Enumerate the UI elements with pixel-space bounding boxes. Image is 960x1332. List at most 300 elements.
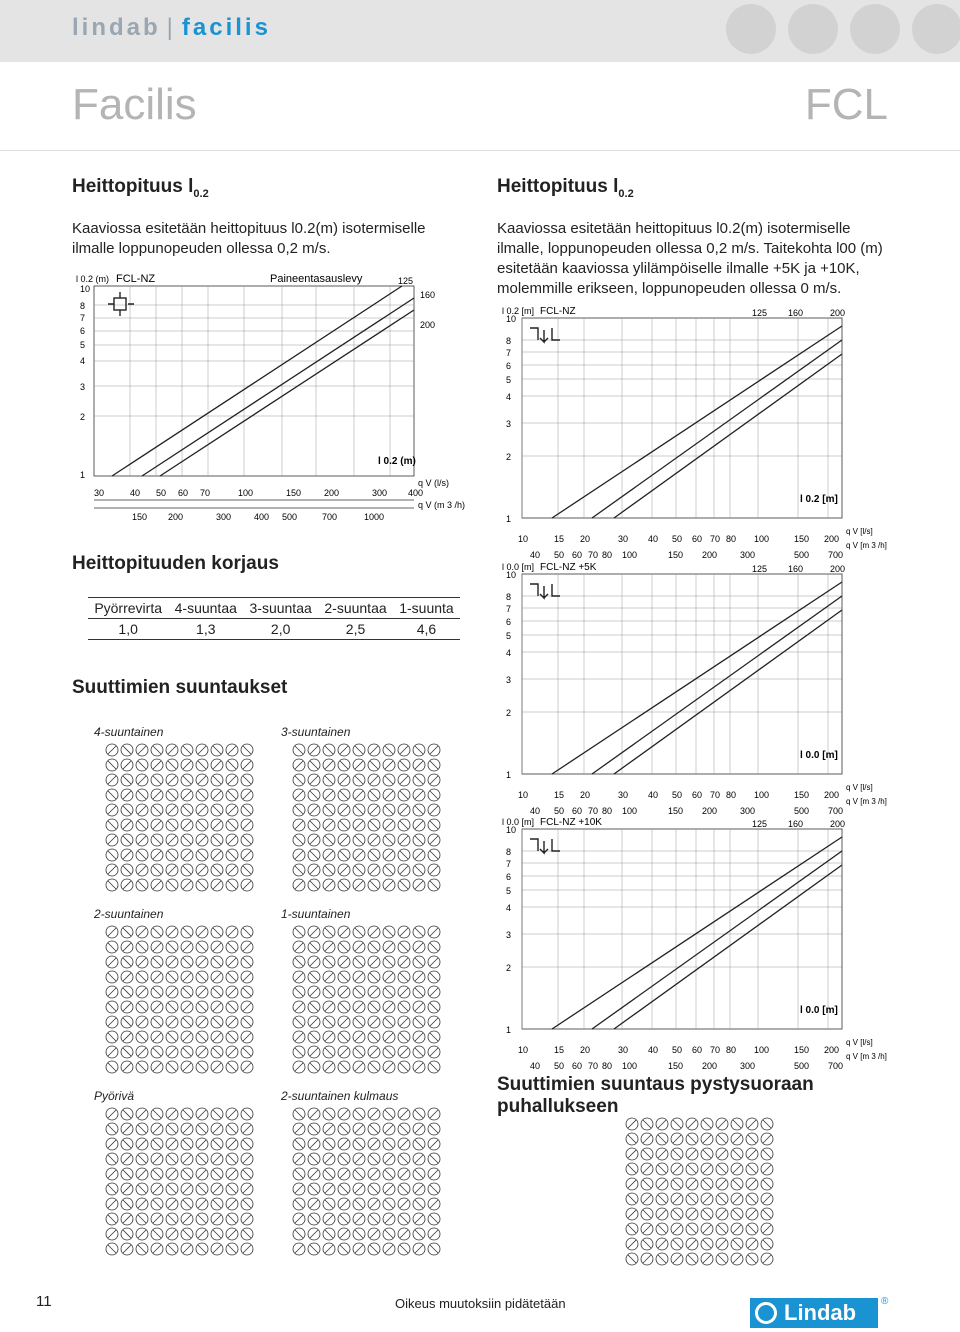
x-tick-label: 1000	[364, 512, 385, 522]
nozzle-icon	[731, 1223, 743, 1235]
nozzle-icon	[428, 1153, 440, 1165]
nozzle-icon	[383, 834, 395, 846]
x-axis-unit: q V [l/s]	[846, 783, 873, 792]
nozzle-icon	[746, 1178, 758, 1190]
nozzle-icon	[398, 1001, 410, 1013]
nozzle-icon	[383, 941, 395, 953]
nozzle-icon	[196, 926, 208, 938]
y-tick-label: 3	[506, 930, 512, 940]
series-line	[592, 340, 842, 518]
nozzle-icon	[211, 1153, 223, 1165]
nozzle-icon	[121, 1108, 133, 1120]
nozzle-icon	[196, 804, 208, 816]
nozzle-icon	[151, 774, 163, 786]
nozzle-icon	[413, 1213, 425, 1225]
nozzle-icon	[241, 1198, 253, 1210]
nozzle-icon	[338, 986, 350, 998]
nozzle-icon	[151, 744, 163, 756]
series-label: 160	[788, 308, 804, 318]
nozzle-icon	[308, 1108, 320, 1120]
nozzle-icon	[136, 1228, 148, 1240]
nozzle-icon	[196, 1183, 208, 1195]
series-label: 160	[788, 564, 804, 574]
nozzle-icon	[413, 804, 425, 816]
nozzle-icon	[211, 804, 223, 816]
nozzle-icon	[241, 1123, 253, 1135]
nozzle-icon	[136, 1061, 148, 1073]
nozzle-icon	[398, 1168, 410, 1180]
nozzle-icon	[106, 941, 118, 953]
y-axis-label: l 0.0 [m]	[502, 562, 535, 572]
nozzle-icon	[211, 1046, 223, 1058]
nozzle-icon	[428, 864, 440, 876]
nozzle-icon	[241, 1108, 253, 1120]
nozzle-icon	[151, 819, 163, 831]
nozzle-icon	[241, 1228, 253, 1240]
x-tick-label: 15	[554, 534, 565, 544]
nozzle-icon	[641, 1223, 653, 1235]
series-label: 200	[830, 564, 846, 574]
nozzle-icon	[136, 864, 148, 876]
nozzle-icon	[226, 1198, 238, 1210]
nozzle-icon	[211, 926, 223, 938]
nozzle-icon	[671, 1163, 683, 1175]
nozzle-icon	[293, 804, 305, 816]
nozzle-icon	[151, 1213, 163, 1225]
nozzle-icon	[671, 1238, 683, 1250]
left-throw-heading: Heittopituus $l_{0.2}$	[72, 176, 209, 200]
x-tick-label: 200	[824, 1045, 840, 1055]
nozzle-icon	[211, 759, 223, 771]
x-tick-label: 70	[588, 1061, 599, 1071]
nozzle-icon	[196, 864, 208, 876]
nozzle-icon	[413, 1108, 425, 1120]
nozzle-icon	[293, 834, 305, 846]
nozzle-icon	[428, 1138, 440, 1150]
nozzle-icon	[368, 834, 380, 846]
nozzle-icon	[136, 834, 148, 846]
nozzle-icon	[211, 1031, 223, 1043]
nozzle-icon	[368, 759, 380, 771]
nozzle-icon	[226, 744, 238, 756]
nozzle-icon	[226, 1213, 238, 1225]
nozzle-icon	[338, 849, 350, 861]
nozzle-icon	[656, 1208, 668, 1220]
nozzle-icon	[226, 926, 238, 938]
nozzle-icon	[308, 1001, 320, 1013]
series-label: 160	[420, 290, 436, 300]
nozzle-icon	[166, 849, 178, 861]
nozzle-icon	[308, 986, 320, 998]
nozzle-icon	[716, 1163, 728, 1175]
nozzle-icon	[383, 1153, 395, 1165]
series-label: 125	[752, 308, 768, 318]
nozzle-icon	[338, 956, 350, 968]
nozzle-icon	[106, 744, 118, 756]
nozzle-icon	[428, 1108, 440, 1120]
nozzle-icon	[226, 804, 238, 816]
nozzle-icon	[226, 986, 238, 998]
nozzle-icon	[121, 1228, 133, 1240]
nozzle-icon	[428, 1016, 440, 1028]
table-header: 1-suunta	[393, 598, 460, 619]
nozzle-icon	[413, 926, 425, 938]
model-label: FCL-NZ	[116, 273, 156, 285]
nozzle-icon	[121, 986, 133, 998]
series-label: 200	[420, 320, 436, 330]
nozzle-icon	[106, 804, 118, 816]
nozzle-icon	[308, 759, 320, 771]
nozzle-icon	[308, 1213, 320, 1225]
header-circle-icon	[788, 4, 838, 54]
nozzle-icon	[716, 1208, 728, 1220]
nozzle-icon	[151, 849, 163, 861]
nozzle-icon	[323, 789, 335, 801]
nozzle-icon	[196, 1243, 208, 1255]
nozzle-icon	[338, 1031, 350, 1043]
nozzle-icon	[413, 834, 425, 846]
x-tick-label: 60	[572, 1061, 583, 1071]
nozzle-icon	[241, 1061, 253, 1073]
nozzle-icon	[413, 1153, 425, 1165]
x-axis-unit: q V [l/s]	[846, 1038, 873, 1047]
lindab-logo: Lindab	[750, 1298, 878, 1328]
nozzle-icon	[166, 1153, 178, 1165]
nozzle-icon	[106, 1016, 118, 1028]
nozzle-icon	[166, 1243, 178, 1255]
nozzle-icon	[136, 1243, 148, 1255]
x-tick-label: 80	[602, 1061, 613, 1071]
nozzle-icon	[106, 1001, 118, 1013]
nozzle-icon	[353, 774, 365, 786]
nozzle-icon	[308, 941, 320, 953]
nozzle-icon	[241, 864, 253, 876]
x-tick-label: 100	[238, 488, 254, 498]
nozzle-icon	[293, 1046, 305, 1058]
nozzle-icon	[368, 956, 380, 968]
y-tick-label: 1	[506, 770, 512, 780]
nozzle-icon	[106, 834, 118, 846]
nozzle-icon	[106, 1183, 118, 1195]
nozzle-icon	[211, 1108, 223, 1120]
nozzle-icon	[151, 956, 163, 968]
pattern-label: 4-suuntainen	[94, 725, 164, 739]
y-tick-label: 7	[506, 604, 512, 614]
nozzle-icon	[226, 1183, 238, 1195]
nozzle-icon	[413, 1046, 425, 1058]
nozzle-icon	[413, 849, 425, 861]
nozzle-icon	[398, 864, 410, 876]
x-tick-label: 15	[554, 1045, 565, 1055]
nozzle-icon	[151, 1243, 163, 1255]
x-tick-label: 20	[580, 1045, 591, 1055]
nozzle-icon	[656, 1118, 668, 1130]
nozzle-icon	[731, 1118, 743, 1130]
nozzle-icon	[136, 1138, 148, 1150]
nozzle-icon	[413, 879, 425, 891]
nozzle-icon	[241, 849, 253, 861]
pattern-label: 2-suuntainen	[94, 907, 164, 921]
nozzle-icon	[136, 819, 148, 831]
x-tick-label: 40	[530, 1061, 541, 1071]
nozzle-icon	[211, 774, 223, 786]
nozzle-icon	[211, 1213, 223, 1225]
x-tick-label: 70	[588, 550, 599, 560]
nozzle-icon	[196, 759, 208, 771]
nozzle-icon	[308, 1153, 320, 1165]
x-tick-label: 60	[178, 488, 189, 498]
nozzle-icon	[166, 1031, 178, 1043]
corner-label: l 0.2 [m]	[800, 494, 838, 505]
nozzle-icon	[686, 1223, 698, 1235]
nozzle-icon	[136, 1153, 148, 1165]
throw-chart-isothermal	[500, 302, 890, 562]
nozzle-icon	[338, 834, 350, 846]
x-tick-label: 60	[572, 550, 583, 560]
corner-label: l 0.2 (m)	[378, 456, 416, 467]
x-tick-label: 50	[554, 806, 565, 816]
nozzle-icon	[323, 879, 335, 891]
series-label: 125	[398, 276, 414, 286]
nozzle-icon	[323, 864, 335, 876]
y-tick-label: 4	[506, 648, 512, 658]
x-tick-label: 150	[794, 534, 810, 544]
x-tick-label: 200	[702, 806, 718, 816]
nozzle-icon	[338, 759, 350, 771]
nozzle-icon	[656, 1193, 668, 1205]
nozzle-icon	[151, 1168, 163, 1180]
nozzle-icon	[383, 1031, 395, 1043]
nozzle-icon	[428, 789, 440, 801]
pattern-label: 2-suuntainen kulmaus	[281, 1089, 399, 1103]
x-tick-label: 80	[726, 534, 737, 544]
x-tick-label: 400	[254, 512, 270, 522]
nozzle-icon	[166, 926, 178, 938]
nozzle-icon	[121, 1213, 133, 1225]
nozzle-icon	[428, 849, 440, 861]
nozzle-icon	[166, 744, 178, 756]
x-axis-unit: q V [m 3 /h]	[846, 541, 887, 550]
nozzle-icon	[226, 864, 238, 876]
x-tick-label: 200	[824, 534, 840, 544]
nozzle-icon	[196, 789, 208, 801]
nozzle-icon	[293, 879, 305, 891]
nozzle-icon	[641, 1148, 653, 1160]
model-label: FCL-NZ +5K	[540, 562, 597, 573]
nozzle-icon	[398, 1153, 410, 1165]
nozzle-icon	[308, 804, 320, 816]
nozzle-icon	[656, 1223, 668, 1235]
y-tick-label: 2	[506, 708, 512, 718]
nozzle-icon	[181, 849, 193, 861]
x-tick-label: 100	[622, 806, 638, 816]
x-tick-label: 30	[94, 488, 105, 498]
x-tick-label: 200	[824, 790, 840, 800]
nozzle-icon	[121, 956, 133, 968]
nozzle-icon	[136, 926, 148, 938]
nozzle-icon	[398, 744, 410, 756]
nozzle-icon	[353, 1198, 365, 1210]
nozzle-icon	[293, 1001, 305, 1013]
left-chart-x-axes	[72, 478, 472, 538]
x-tick-label: 300	[372, 488, 388, 498]
x-tick-label: 50	[554, 1061, 565, 1071]
nozzle-icon	[106, 864, 118, 876]
nozzle-icon	[398, 926, 410, 938]
nozzle-icon	[166, 1001, 178, 1013]
nozzle-icon	[428, 1046, 440, 1058]
nozzle-icon	[241, 744, 253, 756]
nozzle-icon	[166, 941, 178, 953]
nozzle-icon	[701, 1148, 713, 1160]
nozzle-icon	[398, 1183, 410, 1195]
nozzle-icon	[166, 759, 178, 771]
pattern-label: Pyörivä	[94, 1089, 135, 1103]
nozzle-grid	[292, 743, 442, 893]
x-tick-label: 400	[408, 488, 424, 498]
nozzle-icon	[383, 759, 395, 771]
nozzle-icon	[641, 1178, 653, 1190]
nozzle-icon	[293, 849, 305, 861]
throw-chart-plus10k	[500, 813, 890, 1073]
nozzle-icon	[338, 879, 350, 891]
header-circle-icon	[726, 4, 776, 54]
nozzle-icon	[106, 1108, 118, 1120]
nozzle-icon	[211, 1016, 223, 1028]
nozzle-icon	[121, 759, 133, 771]
nozzle-icon	[686, 1253, 698, 1265]
nozzle-icon	[196, 956, 208, 968]
nozzle-icon	[368, 1061, 380, 1073]
nozzle-icon	[308, 971, 320, 983]
nozzle-icon	[338, 1198, 350, 1210]
nozzle-icon	[121, 849, 133, 861]
x-tick-label: 40	[648, 1045, 659, 1055]
nozzle-icon	[428, 971, 440, 983]
y-tick-label: 10	[506, 570, 517, 580]
nozzle-icon	[323, 971, 335, 983]
series-line	[592, 596, 842, 774]
nozzle-icon	[383, 819, 395, 831]
series-line	[552, 582, 842, 774]
nozzle-icon	[626, 1118, 638, 1130]
nozzle-icon	[308, 926, 320, 938]
nozzle-icon	[368, 1016, 380, 1028]
nozzle-icon	[136, 744, 148, 756]
nozzle-icon	[338, 1228, 350, 1240]
nozzle-icon	[353, 1108, 365, 1120]
nozzle-icon	[398, 759, 410, 771]
nozzle-icon	[151, 926, 163, 938]
nozzle-icon	[293, 1123, 305, 1135]
x-tick-label: 50	[554, 550, 565, 560]
nozzle-icon	[226, 774, 238, 786]
nozzle-icon	[226, 1138, 238, 1150]
nozzle-icon	[181, 1198, 193, 1210]
nozzle-icon	[323, 819, 335, 831]
nozzle-icon	[383, 1228, 395, 1240]
nozzle-icon	[716, 1238, 728, 1250]
corner-label: l 0.0 [m]	[800, 750, 838, 761]
nozzle-icon	[166, 1168, 178, 1180]
brand-facilis: facilis	[181, 14, 271, 41]
nozzle-grid	[625, 1117, 775, 1267]
nozzle-icon	[196, 1031, 208, 1043]
nozzle-icon	[121, 1016, 133, 1028]
nozzle-icon	[293, 1061, 305, 1073]
nozzle-icon	[353, 1183, 365, 1195]
nozzle-icon	[746, 1118, 758, 1130]
nozzle-icon	[241, 1213, 253, 1225]
nozzle-icon	[701, 1178, 713, 1190]
nozzle-icon	[106, 1228, 118, 1240]
nozzle-icon	[241, 834, 253, 846]
nozzle-icon	[241, 804, 253, 816]
nozzle-icon	[181, 774, 193, 786]
nozzle-icon	[716, 1133, 728, 1145]
nozzle-icon	[323, 774, 335, 786]
nozzle-icon	[196, 971, 208, 983]
x-tick-label: 70	[710, 534, 721, 544]
nozzle-icon	[368, 941, 380, 953]
nozzle-icon	[226, 819, 238, 831]
nozzle-icon	[211, 1001, 223, 1013]
nozzle-icon	[181, 1183, 193, 1195]
nozzle-icon	[761, 1193, 773, 1205]
nozzle-icon	[121, 819, 133, 831]
nozzle-icon	[368, 849, 380, 861]
nozzle-icon	[641, 1133, 653, 1145]
nozzle-icon	[136, 986, 148, 998]
nozzle-icon	[106, 1123, 118, 1135]
y-tick-label: 7	[506, 859, 512, 869]
nozzle-icon	[181, 819, 193, 831]
nozzle-icon	[121, 1123, 133, 1135]
nozzle-icon	[196, 1046, 208, 1058]
nozzle-icon	[196, 1108, 208, 1120]
x-tick-label: 700	[828, 550, 844, 560]
y-tick-label: 2	[506, 452, 512, 462]
nozzle-icon	[151, 804, 163, 816]
nozzle-icon	[308, 774, 320, 786]
x-tick-label: 80	[602, 806, 613, 816]
nozzle-icon	[641, 1238, 653, 1250]
nozzle-icon	[626, 1238, 638, 1250]
nozzle-icon	[181, 1061, 193, 1073]
x-tick-label: 700	[828, 1061, 844, 1071]
nozzle-icon	[211, 849, 223, 861]
nozzle-icon	[196, 1138, 208, 1150]
nozzle-icon	[368, 1046, 380, 1058]
nozzle-icon	[428, 819, 440, 831]
nozzle-icon	[671, 1133, 683, 1145]
nozzle-icon	[211, 744, 223, 756]
nozzle-icon	[241, 789, 253, 801]
nozzle-icon	[428, 1228, 440, 1240]
nozzle-icon	[121, 1138, 133, 1150]
nozzle-icon	[353, 1153, 365, 1165]
x-tick-label: 100	[622, 550, 638, 560]
nozzle-icon	[181, 789, 193, 801]
nozzle-icon	[241, 1138, 253, 1150]
nozzle-icon	[761, 1253, 773, 1265]
nozzle-icon	[413, 1138, 425, 1150]
nozzle-icon	[323, 1198, 335, 1210]
nozzle-icon	[196, 819, 208, 831]
nozzle-icon	[181, 864, 193, 876]
nozzle-icon	[383, 1168, 395, 1180]
nozzle-icon	[196, 986, 208, 998]
